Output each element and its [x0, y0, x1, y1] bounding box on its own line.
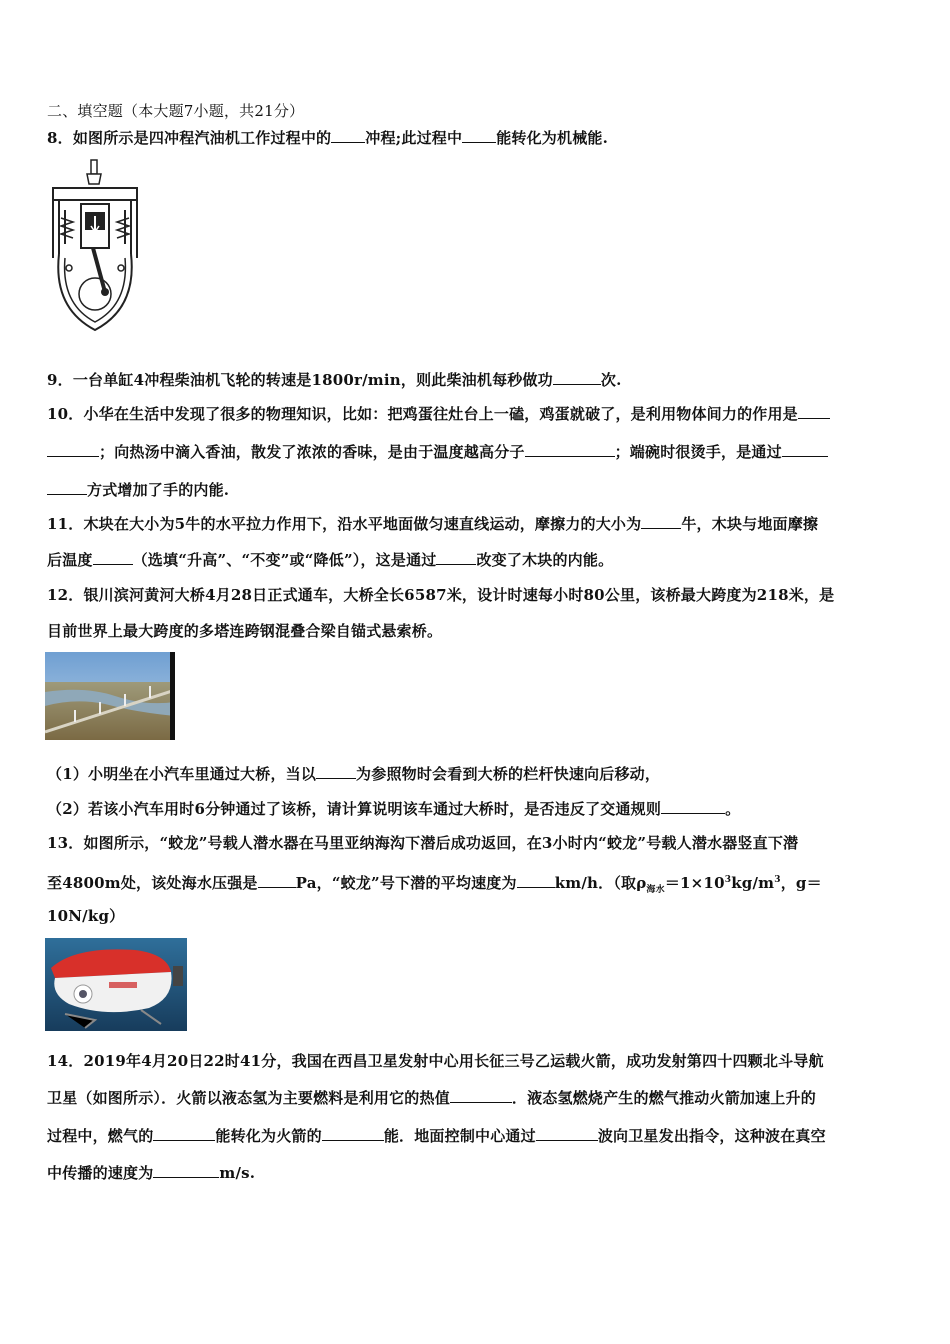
question-12-sub-2: （2）若该小汽车用时6分钟通过了该桥，请计算说明该车通过大桥时，是否违反了交通规则 。 [47, 800, 741, 818]
answer-blank[interactable] [153, 1126, 215, 1141]
answer-blank[interactable] [536, 1126, 598, 1141]
answer-blank[interactable] [47, 442, 99, 457]
answer-blank[interactable] [93, 550, 133, 565]
answer-blank[interactable] [322, 1126, 384, 1141]
question-14-line-1: 14．2019年4月20日22时41分，我国在西昌卫星发射中心用长征三号乙运载火箭，成功发射第四十四颗北斗导航 [47, 1052, 824, 1070]
question-11-line-1: 11．木块在大小为5牛的水平拉力作用下，沿水平地面做匀速直线运动，摩擦力的大小为 牛，木块与地面摩擦 [47, 515, 819, 533]
question-9: 9．一台单缸4冲程柴油机飞轮的转速是1800r/min，则此柴油机每秒做功 次. [47, 371, 622, 389]
question-12-line-2: 目前世界上最大跨度的多塔连跨钢混叠合梁自锚式悬索桥。 [47, 622, 443, 640]
question-14-line-2: 卫星（如图所示）．火箭以液态氢为主要燃料是利用它的热值 ．液态氢燃烧产生的燃气推动火箭加速上升的 [47, 1089, 816, 1107]
answer-blank[interactable] [316, 764, 356, 779]
question-13-line-3: 10N/kg） [47, 907, 125, 925]
question-10-line-1: 10．小华在生活中发现了很多的物理知识，比如：把鸡蛋往灶台上一磕，鸡蛋就破了，是利用物体间力的作用是 [47, 404, 830, 424]
answer-blank[interactable] [450, 1088, 512, 1103]
question-13-line-2: 至4800m处，该处海水压强是 Pa，“蛟龙”号下潜的平均速度为 km/h．（取$\rho_{海水}=1\times 10^3kg/m^3$，g＝ [47, 874, 822, 895]
answer-blank[interactable] [661, 799, 725, 814]
question-10-line-3: 方式增加了手的内能. [47, 480, 229, 500]
answer-blank[interactable] [331, 128, 365, 143]
answer-blank[interactable] [517, 873, 555, 888]
question-11-line-2: 后温度 （选填“升高”、“不变”或“降低”），这是通过 改变了木块的内能。 [47, 551, 614, 569]
answer-blank[interactable] [798, 404, 830, 419]
submersible-photo [45, 938, 187, 1031]
section-heading: 二、填空题（本大题7小题，共21分） [47, 102, 305, 120]
answer-blank[interactable] [525, 442, 615, 457]
bridge-photo [45, 652, 175, 740]
question-12-line-1: 12．银川滨河黄河大桥4月28日正式通车，大桥全长6587米，设计时速每小时80公里，该桥最大跨度为218米，是 [47, 586, 835, 604]
question-14-line-3: 过程中，燃气的 能转化为火箭的 能．地面控制中心通过 波向卫星发出指令，这种波在真空 [47, 1127, 826, 1145]
engine-diagram [45, 158, 145, 336]
answer-blank[interactable] [436, 550, 476, 565]
answer-blank[interactable] [258, 873, 296, 888]
question-12-sub-1: （1）小明坐在小汽车里通过大桥，当以 为参照物时会看到大桥的栏杆快速向后移动， [47, 765, 661, 783]
question-14-line-4: 中传播的速度为 m/s. [47, 1164, 256, 1182]
question-10-line-2: ；向热汤中滴入香油，散发了浓浓的香味，是由于温度越高分子 ；端碗时很烫手，是通过 [47, 442, 828, 462]
answer-blank[interactable] [641, 514, 681, 529]
answer-blank[interactable] [782, 442, 828, 457]
answer-blank[interactable] [553, 370, 601, 385]
answer-blank[interactable] [47, 480, 87, 495]
question-8: 8．如图所示是四冲程汽油机工作过程中的 冲程;此过程中 能转化为机械能. [47, 129, 609, 147]
question-13-line-1: 13．如图所示，“蛟龙”号载人潜水器在马里亚纳海沟下潜后成功返回，在3小时内“蛟龙”号载人潜水器竖直下潜 [47, 834, 799, 852]
answer-blank[interactable] [153, 1163, 219, 1178]
answer-blank[interactable] [462, 128, 496, 143]
